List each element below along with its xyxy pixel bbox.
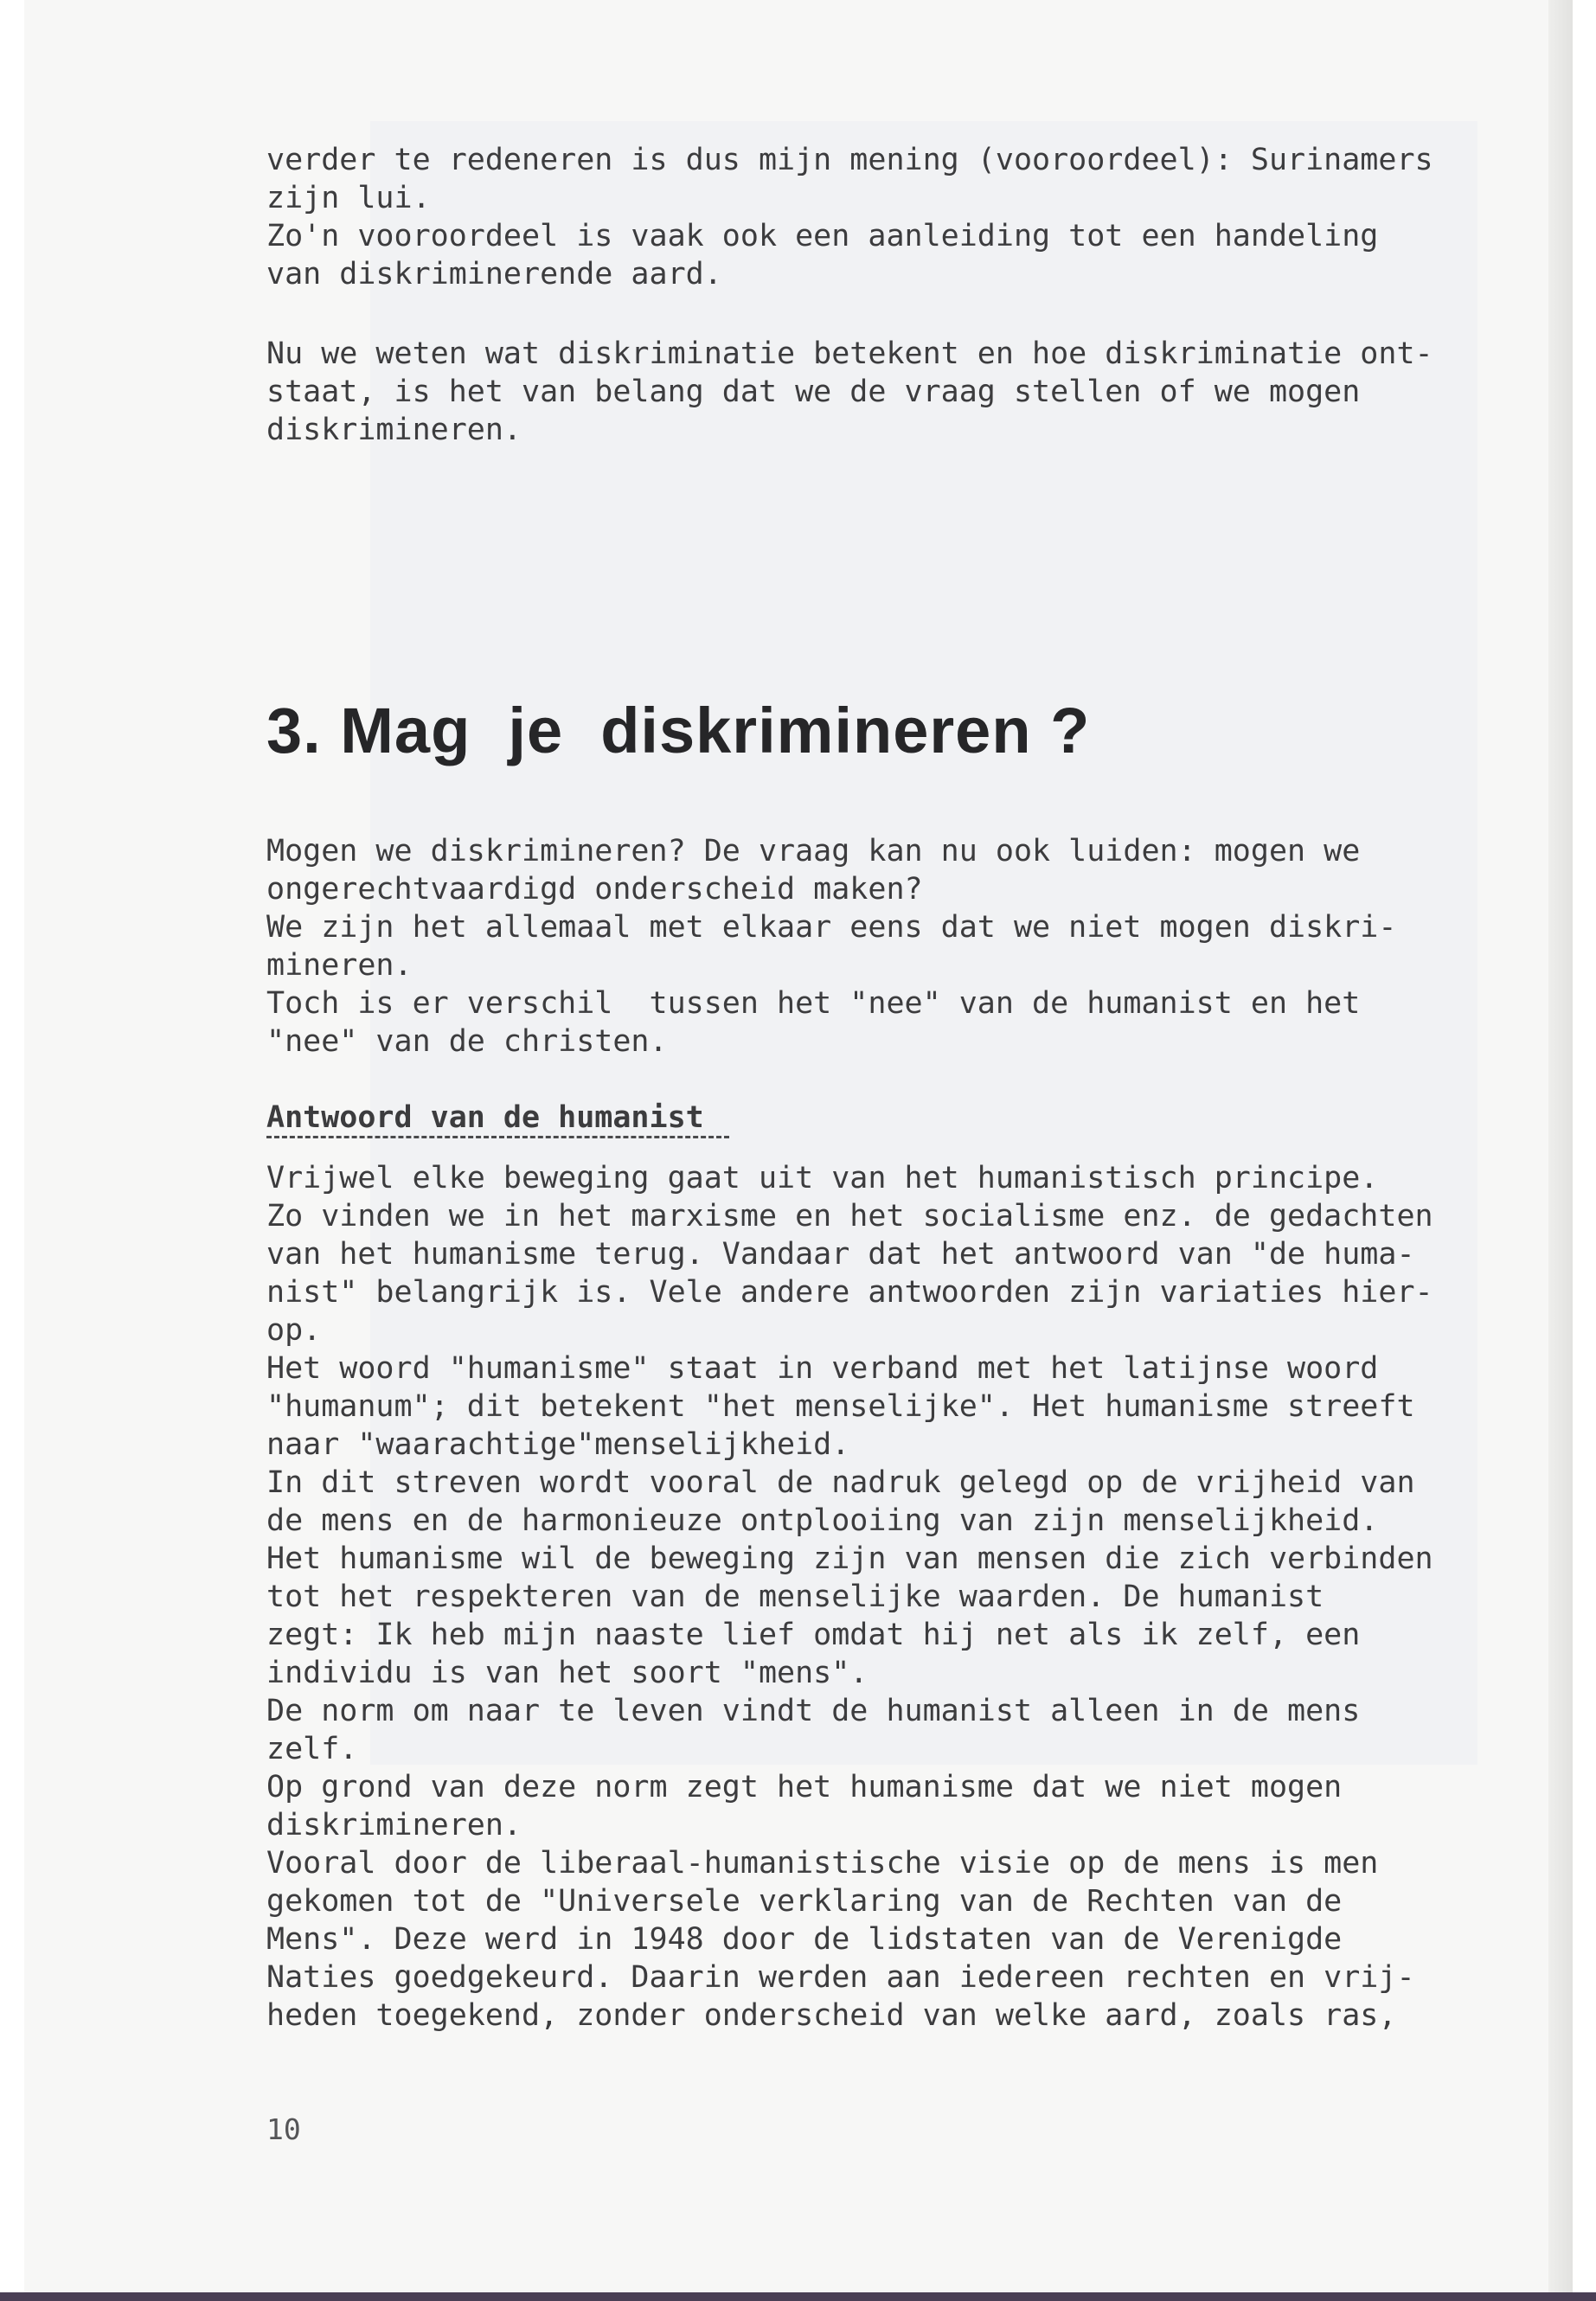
page-edge	[1548, 0, 1573, 2292]
subheading-humanist: Antwoord van de humanist	[266, 1100, 704, 1135]
scan-border	[0, 2292, 1596, 2301]
section-intro-text: Mogen we diskrimineren? De vraag kan nu ook luiden: mogen we ongerechtvaardigd onderscheid maken? We zijn het allemaal met elkaar eens dat we niet mogen diskri- mineren. Toch is er verschil tussen het "nee" van de humanist en het "nee" van de christen.	[266, 834, 1397, 1059]
page-number: 10	[266, 2112, 301, 2146]
subheading-underline	[266, 1136, 729, 1138]
intro-paragraph-1: verder te redeneren is dus mijn mening (vooroordeel): Surinamers zijn lui. Zo'n vooroordeel is vaak ook een aanleiding tot een handeling van diskriminerende aard.	[266, 143, 1433, 292]
intro-paragraph-2: Nu we weten wat diskriminatie betekent en hoe diskriminatie ont- staat, is het van belang dat we de vraag stellen of we mogen diskrimineren.	[266, 336, 1433, 447]
humanist-body-text: Vrijwel elke beweging gaat uit van het humanistisch principe. Zo vinden we in het marxisme en het socialisme enz. de gedachten van het humanisme terug. Vandaar dat het antwoord van "de huma- nist" belangrijk is. Vele andere antwoorden zijn variaties hier- op. Het woord "humanisme" staat in verband met het latijnse woord "humanum"; dit betekent "het menselijke". Het humanisme streeft naar "waarachtige"menselijkheid. In dit streven wordt vooral de nadruk gelegd op de vrijheid van de mens en de harmonieuze ontplooiing van zijn menselijkheid. Het humanisme wil de beweging zijn van mensen die zich verbinden tot het respekteren van de menselijke waarden. De humanist zegt: Ik heb mijn naaste lief omdat hij net als ik zelf, een individu is van het soort "mens". De norm om naar te leven vindt de humanist alleen in de mens zelf. Op grond van deze norm zegt het humanisme dat we niet mogen diskrimineren. Vooral door de liberaal-humanistische visie op de mens is men gekomen tot de "Universele verklaring van de Rechten van de Mens". Deze werd in 1948 door de lidstaten van de Verenigde Naties goedgekeurd. Daarin werden aan iedereen rechten en vrij- heden toegekend, zonder onderscheid van welke aard, zoals ras,	[266, 1161, 1433, 2033]
section-heading: 3. Mag je diskrimineren ?	[266, 695, 1091, 766]
